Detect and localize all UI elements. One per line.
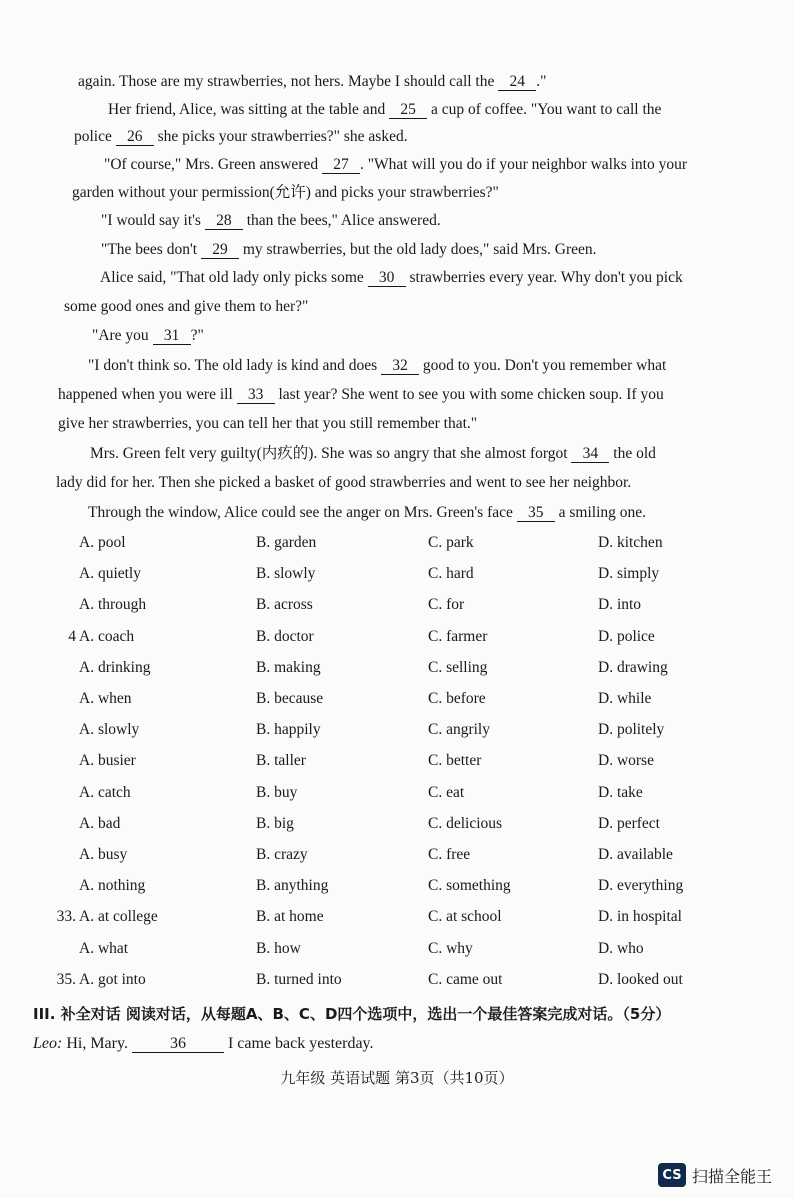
passage-text: a cup of coffee. "You want to call the: [427, 101, 662, 118]
passage-line: [101, 211, 441, 231]
passage-text: "The bees don't: [101, 241, 201, 258]
passage-line: [74, 127, 408, 147]
camscanner-logo-icon: CS: [658, 1163, 686, 1187]
passage-text: good to you. Don't you remember what: [418, 357, 667, 374]
option-b: B. happily: [256, 721, 321, 738]
option-b: B. buy: [256, 784, 298, 801]
option-c: C. why: [428, 940, 473, 957]
option-b: B. at home: [256, 908, 324, 925]
answer-blank: 25: [389, 101, 427, 119]
option-a: A. catch: [79, 784, 131, 801]
option-d: D. who: [598, 940, 644, 957]
option-b: B. turned into: [256, 971, 342, 988]
option-row: [0, 877, 794, 899]
passage-text: happened when you were ill: [58, 386, 237, 403]
option-c: C. park: [428, 534, 474, 551]
option-c: C. came out: [428, 971, 503, 988]
option-d: D. worse: [598, 752, 654, 769]
option-b: B. big: [256, 815, 294, 832]
option-row: [0, 971, 794, 993]
passage-text: strawberries every year. Why don't you pick: [405, 269, 683, 286]
answer-blank: 27: [322, 156, 360, 174]
option-d: D. politely: [598, 721, 665, 738]
section-heading: III. 补全对话 阅读对话，从每题A、B、C、D四个选项中，选出一个最佳答案完成对话。（5分）: [33, 1005, 671, 1023]
option-d: D. simply: [598, 565, 660, 582]
passage-text: Her friend, Alice, was sitting at the table and: [108, 101, 390, 118]
dialogue-line: [33, 1034, 374, 1054]
passage-line: [72, 183, 499, 203]
option-a: A. busy: [79, 846, 128, 863]
passage-text: give her strawberries, you can tell her that you still remember that.": [58, 415, 478, 432]
dialogue-speaker: Leo:: [33, 1035, 63, 1052]
option-row: [0, 565, 794, 587]
passage-text: again. Those are my strawberries, not hers. Maybe I should call the: [78, 73, 499, 90]
option-row: [0, 628, 794, 650]
answer-blank: 29: [201, 241, 239, 259]
passage-text: Alice said, "That old lady only picks some: [100, 269, 368, 286]
option-a: A. nothing: [79, 877, 146, 894]
passage-text: last year? She went to see you with some chicken soup. If you: [274, 386, 664, 403]
passage-line: [58, 385, 664, 405]
option-row: [0, 846, 794, 868]
option-b: B. slowly: [256, 565, 316, 582]
dialogue-post: I came back yesterday.: [227, 1035, 374, 1052]
option-d: D. police: [598, 628, 655, 645]
scanner-app-name: 扫描全能王: [692, 1166, 773, 1186]
option-c: C. farmer: [428, 628, 488, 645]
passage-line: [100, 268, 683, 288]
option-row: [0, 534, 794, 556]
option-a: A. when: [79, 690, 132, 707]
option-a: A. bad: [79, 815, 121, 832]
passage-text: "I don't think so. The old lady is kind and does: [88, 357, 381, 374]
option-c: C. for: [428, 596, 465, 613]
option-c: C. at school: [428, 908, 502, 925]
option-row: [0, 908, 794, 930]
option-d: D. kitchen: [598, 534, 663, 551]
passage-line: [56, 473, 631, 493]
answer-blank: 35: [517, 504, 555, 522]
passage-line: [78, 72, 546, 92]
passage-text: "Of course," Mrs. Green answered: [104, 156, 322, 173]
passage-text: garden without your permission(允许) and picks your strawberries?": [72, 184, 499, 201]
answer-blank: 33: [237, 386, 275, 404]
passage-text: "Are you: [92, 327, 153, 344]
question-number: 4: [68, 628, 76, 645]
option-c: C. better: [428, 752, 482, 769]
question-number: 33.: [56, 908, 76, 925]
passage-text: . "What will you do if your neighbor walks into your: [359, 156, 688, 173]
option-a: A. through: [79, 596, 147, 613]
passage-line: [88, 356, 666, 376]
option-b: B. making: [256, 659, 321, 676]
dialogue-pre: Hi, Mary.: [66, 1035, 132, 1052]
option-row: [0, 784, 794, 806]
scanner-watermark: [658, 1163, 772, 1187]
answer-blank: 30: [368, 269, 406, 287]
option-a: A. pool: [79, 534, 126, 551]
option-a: A. got into: [79, 971, 146, 988]
answer-blank: 28: [205, 212, 243, 230]
passage-line: [101, 240, 597, 260]
option-b: B. doctor: [256, 628, 314, 645]
option-c: C. eat: [428, 784, 465, 801]
option-d: D. everything: [598, 877, 684, 894]
passage-line: [90, 444, 656, 464]
passage-text: police: [74, 128, 116, 145]
option-c: C. before: [428, 690, 486, 707]
question-number: 35.: [56, 971, 76, 988]
dialogue-blank: 36: [132, 1035, 224, 1053]
option-row: [0, 815, 794, 837]
page-footer: 九年级 英语试题 第3页（共10页）: [280, 1069, 514, 1087]
passage-line: [108, 100, 661, 120]
answer-blank: 34: [571, 445, 609, 463]
option-d: D. looked out: [598, 971, 683, 988]
option-d: D. take: [598, 784, 643, 801]
option-row: [0, 596, 794, 618]
option-c: C. angrily: [428, 721, 490, 738]
passage-text: "I would say it's: [101, 212, 205, 229]
option-b: B. across: [256, 596, 313, 613]
option-a: A. what: [79, 940, 129, 957]
option-d: D. into: [598, 596, 642, 613]
option-c: C. selling: [428, 659, 488, 676]
passage-line: [92, 326, 204, 346]
passage-text: some good ones and give them to her?": [64, 298, 309, 315]
option-row: [0, 721, 794, 743]
option-row: [0, 752, 794, 774]
option-c: C. something: [428, 877, 511, 894]
passage-text: .": [536, 73, 547, 90]
passage-text: lady did for her. Then she picked a basket of good strawberries and went to see her neighbor.: [56, 474, 632, 491]
answer-blank: 31: [153, 327, 191, 345]
option-c: C. delicious: [428, 815, 503, 832]
option-a: A. slowly: [79, 721, 140, 738]
passage-line: [58, 414, 477, 434]
option-a: A. busier: [79, 752, 136, 769]
passage-text: a smiling one.: [554, 504, 647, 521]
passage-text: ?": [190, 327, 204, 344]
passage-line: [88, 503, 646, 523]
option-d: D. drawing: [598, 659, 668, 676]
option-d: D. in hospital: [598, 908, 682, 925]
answer-blank: 26: [116, 128, 154, 146]
passage-text: than the bees," Alice answered.: [242, 212, 441, 229]
passage-text: she picks your strawberries?" she asked.: [153, 128, 408, 145]
option-a: A. quietly: [79, 565, 141, 582]
option-c: C. free: [428, 846, 471, 863]
option-b: B. garden: [256, 534, 317, 551]
option-row: [0, 940, 794, 962]
passage-text: the old: [609, 445, 656, 462]
option-row: [0, 659, 794, 681]
answer-blank: 24: [498, 73, 536, 91]
passage-text: my strawberries, but the old lady does," said Mrs. Green.: [238, 241, 597, 258]
option-a: A. drinking: [79, 659, 151, 676]
passage-line: [104, 155, 687, 175]
answer-blank: 32: [381, 357, 419, 375]
option-a: A. at college: [79, 908, 158, 925]
option-a: A. coach: [79, 628, 135, 645]
passage-line: [64, 297, 308, 317]
option-d: D. while: [598, 690, 652, 707]
passage-text: Through the window, Alice could see the anger on Mrs. Green's face: [88, 504, 517, 521]
option-c: C. hard: [428, 565, 474, 582]
option-d: D. perfect: [598, 815, 660, 832]
passage-text: Mrs. Green felt very guilty(内疚的). She was so angry that she almost forgot: [90, 445, 572, 462]
option-row: [0, 690, 794, 712]
option-b: B. crazy: [256, 846, 308, 863]
option-b: B. taller: [256, 752, 306, 769]
option-b: B. because: [256, 690, 324, 707]
option-b: B. how: [256, 940, 301, 957]
option-b: B. anything: [256, 877, 329, 894]
option-d: D. available: [598, 846, 673, 863]
